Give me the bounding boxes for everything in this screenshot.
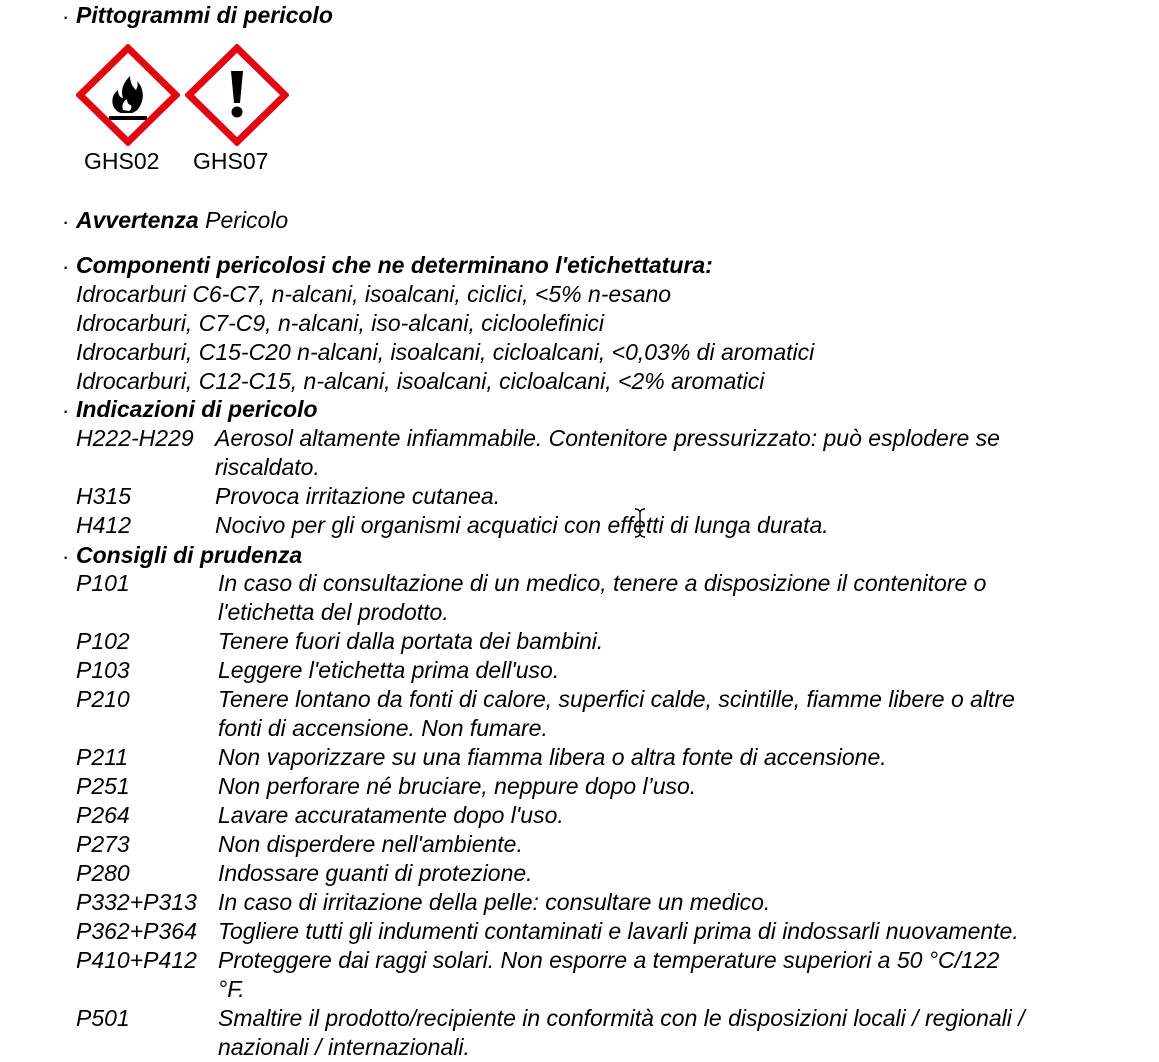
ghs02-pictogram xyxy=(76,44,180,174)
signal-word-value: Pericolo xyxy=(205,207,289,233)
component-line: Idrocarburi C6-C7, n-alcani, isoalcani, ciclici, <5% n-esano xyxy=(76,281,672,307)
precaution-code: P210 xyxy=(76,686,130,712)
ghs07-pictogram xyxy=(185,44,289,174)
bullet: · xyxy=(62,4,70,29)
hazard-code: H222-H229 xyxy=(76,425,194,451)
precaution-code: P211 xyxy=(76,744,129,770)
precaution-text: Leggere l'etichetta prima dell'uso. xyxy=(218,657,560,683)
flame-icon xyxy=(76,44,180,146)
precaution-text: Togliere tutti gli indumenti contaminati e lavarli prima di indossarli nuovamente. xyxy=(218,918,1019,944)
hazard-text: riscaldato. xyxy=(215,454,320,480)
hazard-text: Provoca irritazione cutanea. xyxy=(215,483,501,509)
hazard-text: Nocivo per gli organismi acquatici con effetti di lunga durata. xyxy=(215,512,829,538)
precaution-text: Lavare accuratamente dopo l'uso. xyxy=(218,802,564,828)
precaution-code: P362+P364 xyxy=(76,918,197,944)
bullet: · xyxy=(62,209,70,234)
precaution-text: fonti di accensione. Non fumare. xyxy=(218,715,548,741)
precaution-text: nazionali / internazionali. xyxy=(218,1034,470,1060)
precaution-code: P101 xyxy=(76,570,130,596)
hazard-text: Aerosol altamente infiammabile. Contenitore pressurizzato: può esplodere se xyxy=(215,425,1000,451)
precaution-code: P103 xyxy=(76,657,130,683)
precaution-code: P251 xyxy=(76,773,130,799)
bullet: · xyxy=(62,398,70,423)
ghs02-label: GHS02 xyxy=(84,148,160,174)
precaution-text: Proteggere dai raggi solari. Non esporre a temperature superiori a 50 °C/122 xyxy=(218,947,1000,973)
precaution-code: P332+P313 xyxy=(76,889,197,915)
precautionary-heading: Consigli di prudenza xyxy=(76,542,303,568)
precaution-text: In caso di irritazione della pelle: consultare un medico. xyxy=(218,889,771,915)
precaution-text: Tenere fuori dalla portata dei bambini. xyxy=(218,628,604,654)
precaution-text: Non perforare né bruciare, neppure dopo l’uso. xyxy=(218,773,697,799)
signal-word-row xyxy=(76,207,288,234)
components-heading: Componenti pericolosi che ne determinano l'etichettatura: xyxy=(76,252,713,278)
text-cursor-icon xyxy=(633,508,647,538)
hazard-heading: Indicazioni di pericolo xyxy=(76,396,318,422)
hazard-code: H315 xyxy=(76,483,131,509)
precaution-text: In caso di consultazione di un medico, tenere a disposizione il contenitore o xyxy=(218,570,987,596)
bullet: · xyxy=(62,254,70,279)
precaution-code: P280 xyxy=(76,860,130,886)
component-line: Idrocarburi, C12-C15, n-alcani, isoalcani, cicloalcani, <2% aromatici xyxy=(76,368,765,394)
signal-word-label: Avvertenza xyxy=(76,207,199,233)
hazard-code: H412 xyxy=(76,512,131,538)
precaution-code: P102 xyxy=(76,628,130,654)
precaution-text: l'etichetta del prodotto. xyxy=(218,599,449,625)
exclamation-icon xyxy=(185,44,289,146)
precaution-code: P264 xyxy=(76,802,130,828)
precaution-code: P410+P412 xyxy=(76,947,197,973)
precaution-text: Non disperdere nell'ambiente. xyxy=(218,831,523,857)
bullet: · xyxy=(62,544,70,569)
ghs07-label: GHS07 xyxy=(193,148,269,174)
precaution-text: Smaltire il prodotto/recipiente in conformità con le disposizioni locali / regionali / xyxy=(218,1005,1025,1031)
precaution-code: P273 xyxy=(76,831,130,857)
precaution-text: Non vaporizzare su una fiamma libera o altra fonte di accensione. xyxy=(218,744,887,770)
precaution-text: Tenere lontano da fonti di calore, superfici calde, scintille, fiamme libere o altre xyxy=(218,686,1015,712)
pictograms-heading: Pittogrammi di pericolo xyxy=(76,2,333,28)
precaution-text: °F. xyxy=(218,976,245,1002)
precaution-text: Indossare guanti di protezione. xyxy=(218,860,533,886)
component-line: Idrocarburi, C15-C20 n-alcani, isoalcani, cicloalcani, <0,03% di aromatici xyxy=(76,339,815,365)
precaution-code: P501 xyxy=(76,1005,130,1031)
component-line: Idrocarburi, C7-C9, n-alcani, iso-alcani, cicloolefinici xyxy=(76,310,604,336)
